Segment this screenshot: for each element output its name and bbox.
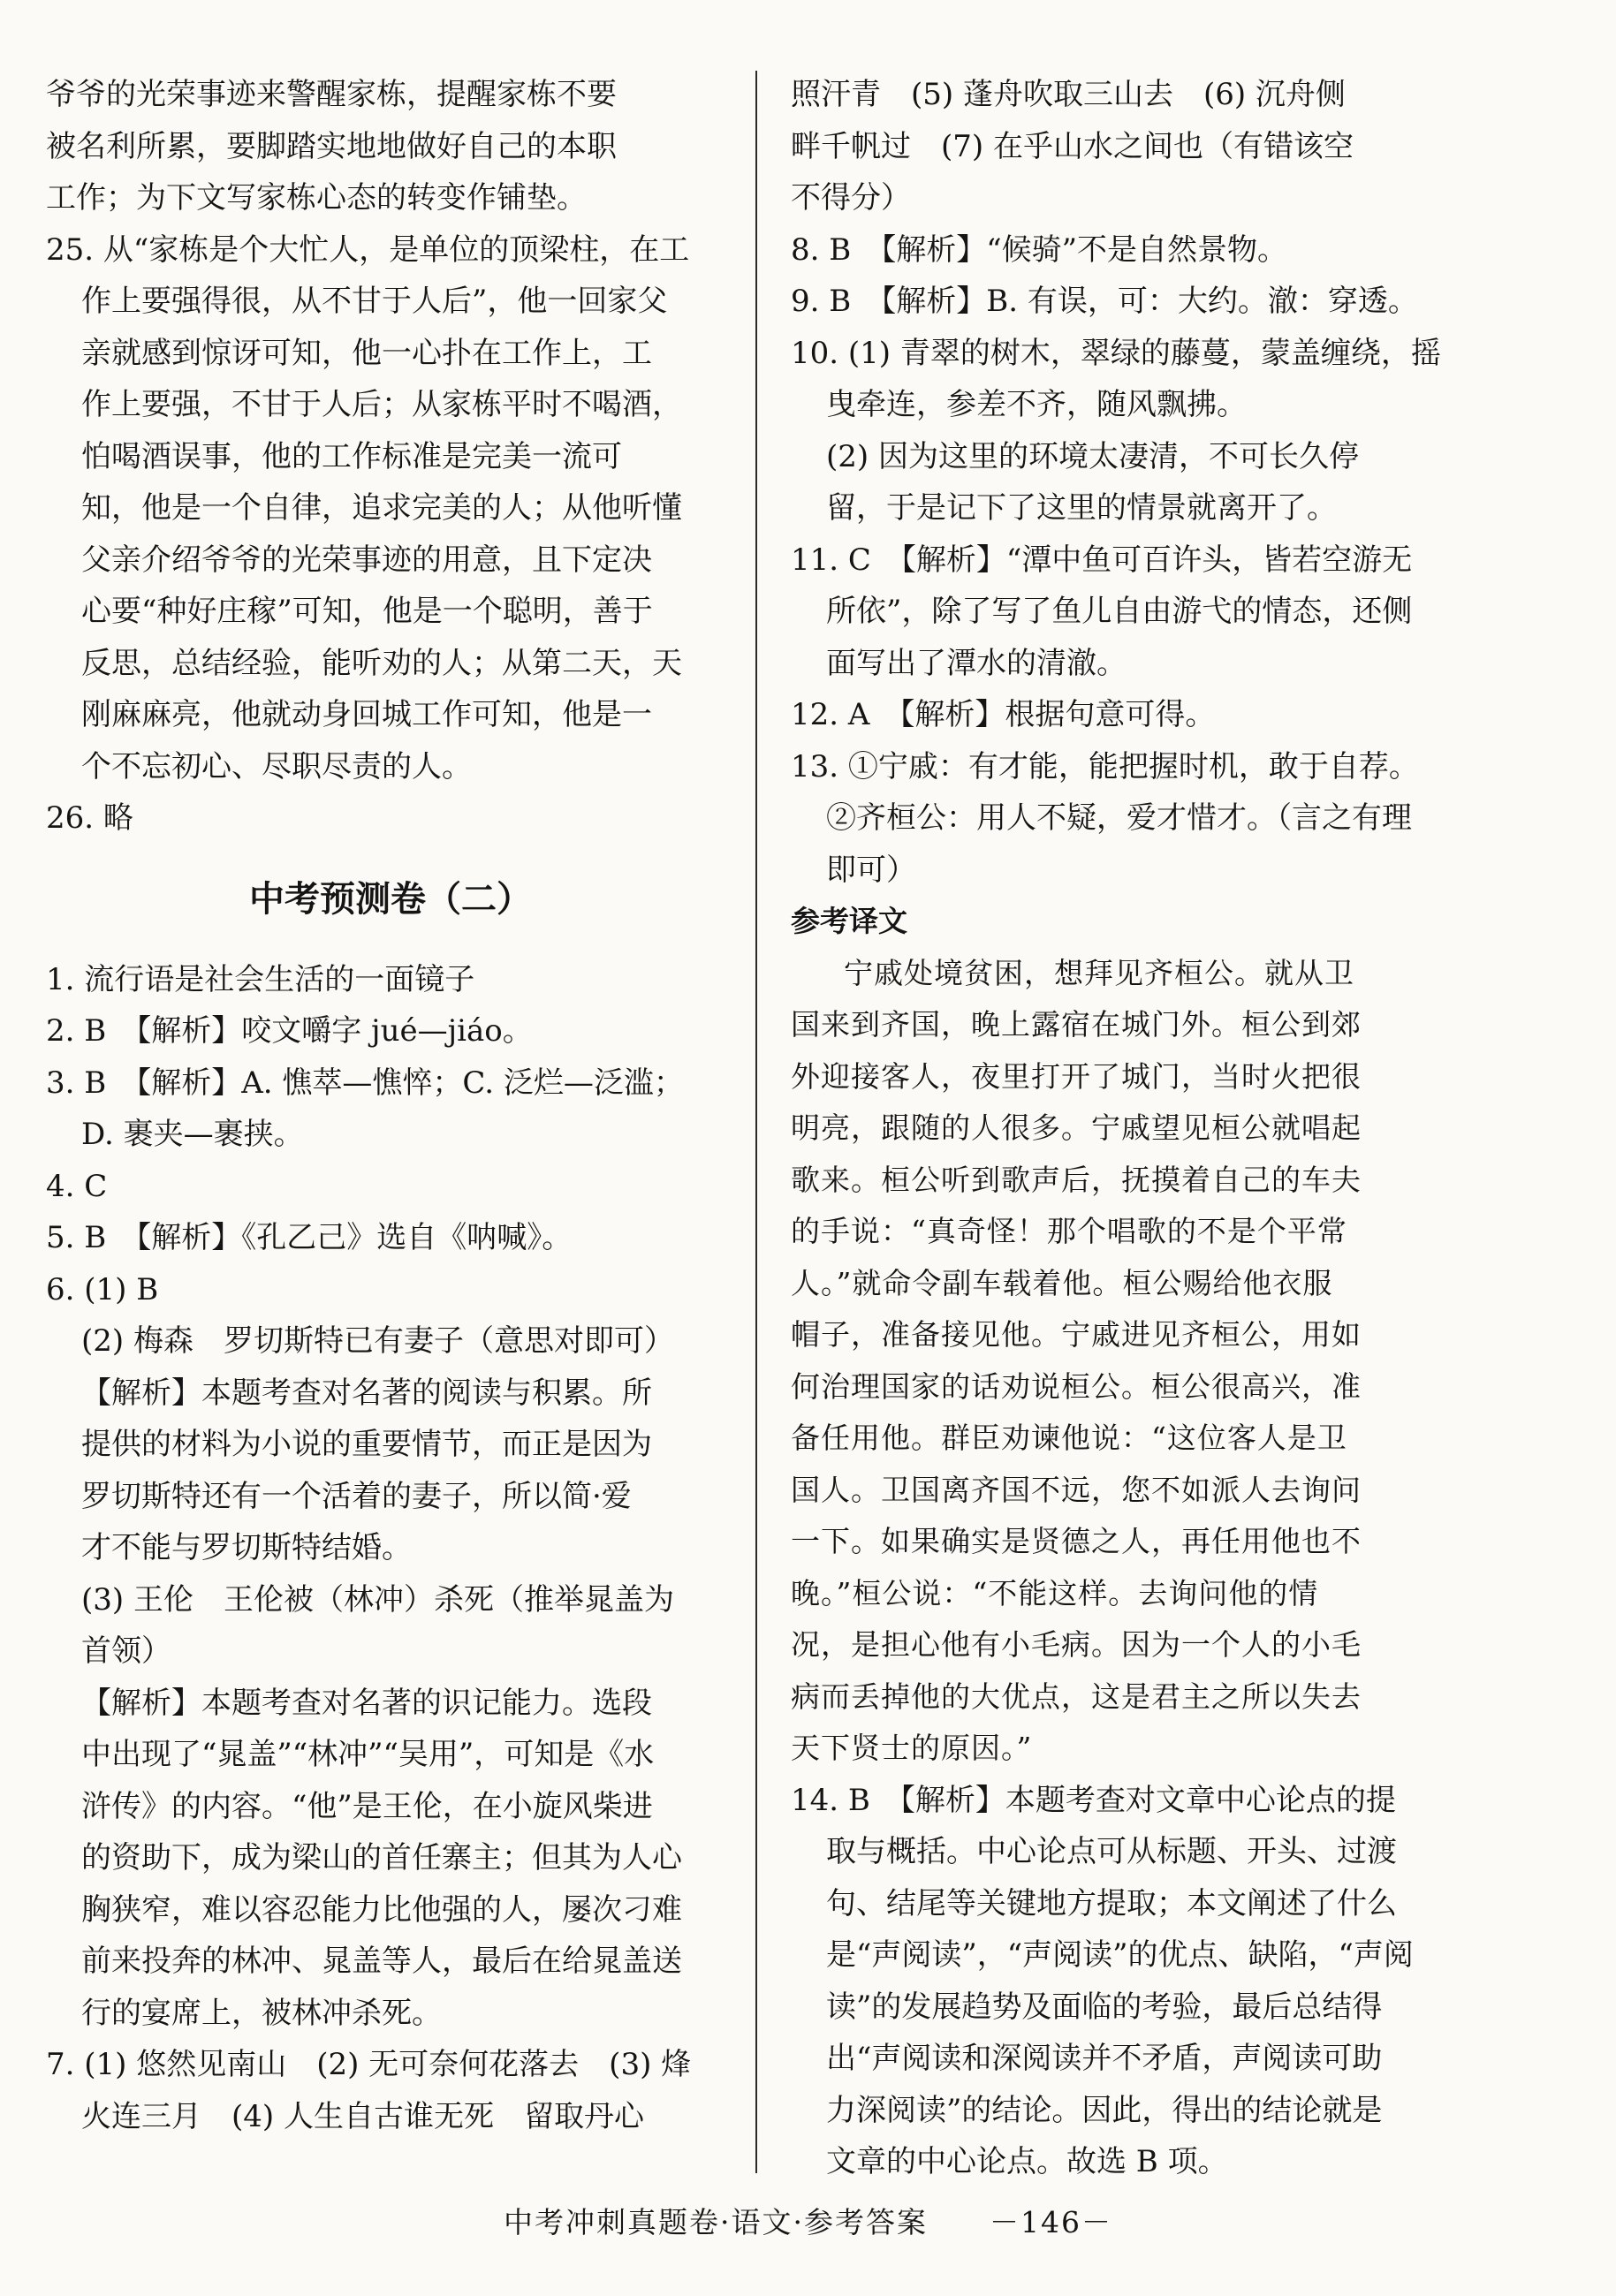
left-column — [46, 69, 735, 2142]
text-line: 26. 略 — [46, 800, 133, 836]
right-answers-top — [791, 69, 1480, 896]
right-answers-bottom — [791, 1775, 1480, 2188]
text-line: 12. A 【解析】根据句意可得。 — [791, 697, 1216, 732]
text-line: 11. C 【解析】“潭中鱼可百许头，皆若空游无 — [791, 542, 1413, 578]
text-line: 不得分） — [791, 180, 911, 216]
text-line: 国来到齐国，晚上露宿在城门外。桓公到郊 — [791, 1007, 1362, 1042]
text-line: 即可） — [826, 852, 916, 888]
text-line: 一下。如果确实是贤德之人，再任用他也不 — [791, 1524, 1362, 1558]
text-line: 25. 从“家栋是个大忙人，是单位的顶梁柱，在工 — [46, 231, 690, 268]
text-line: 歌来。桓公听到歌声后，抚摸着自己的车夫 — [791, 1162, 1362, 1197]
text-line: 被名利所累，要脚踏实地地做好自己的本职 — [46, 128, 617, 164]
text-line: 句、结尾等关键地方提取；本文阐述了什么 — [826, 1885, 1397, 1921]
text-line: 所依”，除了写了鱼儿自由游弋的情态，还侧 — [826, 594, 1413, 629]
left-answers-top — [46, 69, 735, 845]
text-line: 8. B 【解析】“候骑”不是自然景物。 — [791, 231, 1287, 268]
text-line: 父亲介绍爷爷的光荣事迹的用意，且下定决 — [81, 542, 652, 578]
text-line: 畔千帆过 (7) 在乎山水之间也（有错该空 — [791, 128, 1354, 164]
text-line: 作上要强，不甘于人后；从家栋平时不喝酒， — [81, 387, 682, 422]
text-line: 13. ①宁戚：有才能，能把握时机，敢于自荐。 — [791, 748, 1419, 784]
text-line: 留，于是记下了这里的情景就离开了。 — [826, 490, 1337, 526]
text-line: 况，是担心他有小毛病。因为一个人的小毛 — [791, 1627, 1362, 1662]
text-line: 10. (1) 青翠的树木，翠绿的藤蔓，蒙盖缠绕，摇 — [791, 335, 1441, 371]
text-line: 心要“种好庄稼”可知，他是一个聪明，善于 — [81, 594, 653, 629]
text-line: 帽子，准备接见他。宁戚进见齐桓公，用如 — [791, 1317, 1362, 1352]
text-line: 9. B 【解析】B. 有误，可：大约。澈：穿透。 — [791, 284, 1418, 319]
text-line: 国人。卫国离齐国不远，您不如派人去询问 — [791, 1472, 1362, 1507]
text-line: 备任用他。群臣劝谏他说：“这位客人是卫 — [791, 1421, 1347, 1455]
text-line: 反思，总结经验，能听劝的人；从第二天，天 — [81, 645, 682, 681]
text-line: 罗切斯特还有一个活着的妻子，所以简·爱 — [81, 1478, 632, 1514]
page-footer: 中考冲刺真题卷·语文·参考答案 －146－ — [504, 2205, 1112, 2239]
translation-heading: 参考译文 — [791, 904, 907, 938]
section-title: 中考预测卷（二） — [249, 878, 532, 920]
text-line: 知，他是一个自律，追求完美的人；从他听懂 — [81, 490, 682, 526]
text-line: 6. (1) B — [46, 1271, 159, 1307]
text-line: 刚麻麻亮，他就动身回城工作可知，他是一 — [81, 697, 652, 732]
text-line: 2. B 【解析】咬文嚼字 jué—jiáo。 — [46, 1013, 533, 1049]
text-line: 天下贤士的原因。” — [791, 1731, 1033, 1765]
text-line: 力深阅读”的结论。因此，得出的结论就是 — [826, 2092, 1383, 2128]
text-line: D. 裹夹—裹挟。 — [81, 1117, 304, 1152]
text-line: 取与概括。中心论点可从标题、开头、过渡 — [826, 1834, 1397, 1869]
text-line: 明亮，跟随的人很多。宁戚望见桓公就唱起 — [791, 1110, 1362, 1145]
text-line: 5. B 【解析】《孔乙己》选自《呐喊》。 — [46, 1220, 573, 1255]
text-line: 胸狭窄，难以容忍能力比他强的人，屡次刁难 — [81, 1891, 682, 1928]
text-line: 是“声阅读”，“声阅读”的优点、缺陷，“声阅 — [826, 1937, 1414, 1973]
text-line: 怕喝酒误事，他的工作标准是完美一流可 — [81, 438, 622, 474]
right-column — [791, 69, 1480, 2188]
text-line: 亲就感到惊讶可知，他一心扑在工作上，工 — [81, 335, 652, 371]
column-divider — [755, 71, 757, 2173]
translation-text — [791, 948, 1480, 1775]
text-line: 3. B 【解析】A. 憔萃—憔悴；C. 泛烂—泛滥； — [46, 1065, 684, 1101]
text-line: (2) 因为这里的环境太凄清，不可长久停 — [826, 438, 1359, 474]
text-line: 中出现了“晁盖”“林冲”“吴用”，可知是《水 — [81, 1737, 655, 1772]
text-line: 晚。”桓公说：“不能这样。去询问他的情 — [791, 1575, 1319, 1610]
text-line: 曳牵连，参差不齐，随风飘拂。 — [826, 387, 1247, 422]
text-line: 爷爷的光荣事迹来警醒家栋，提醒家栋不要 — [46, 77, 617, 112]
text-line: (3) 王伦 王伦被（林冲）杀死（推举晁盖为 — [81, 1581, 674, 1618]
text-line: 面写出了潭水的清澈。 — [826, 645, 1127, 681]
text-line: 前来投奔的林冲、晁盖等人，最后在给晁盖送 — [81, 1944, 682, 1979]
text-line: 宁戚处境贫困，想拜见齐桓公。就从卫 — [844, 955, 1354, 990]
text-line: 个不忘初心、尽职尽责的人。 — [81, 748, 472, 784]
text-line: 照汗青 (5) 蓬舟吹取三山去 (6) 沉舟侧 — [791, 77, 1346, 112]
left-answers-bottom — [46, 954, 735, 2143]
text-line: 7. (1) 悠然见南山 (2) 无可奈何花落去 (3) 烽 — [46, 2047, 692, 2082]
text-line: 的资助下，成为梁山的首任寨主；但其为人心 — [81, 1840, 682, 1875]
text-line: 读”的发展趋势及面临的考验，最后总结得 — [826, 1989, 1383, 2025]
text-line: 作上要强得很，从不甘于人后”，他一回家父 — [81, 284, 668, 319]
text-line: 1. 流行语是社会生活的一面镜子 — [46, 961, 475, 997]
text-line: 14. B 【解析】本题考查对文章中心论点的提 — [791, 1782, 1396, 1818]
text-line: 文章的中心论点。故选 B 项。 — [826, 2144, 1228, 2179]
text-line: 人。”就命令副车载着他。桓公赐给他衣服 — [791, 1265, 1333, 1300]
text-line: 火连三月 (4) 人生自古谁无死 留取丹心 — [81, 2098, 644, 2134]
text-line: 外迎接客人，夜里打开了城门，当时火把很 — [791, 1058, 1362, 1094]
text-line: 行的宴席上，被林冲杀死。 — [81, 1995, 442, 2031]
text-line: 何治理国家的话劝说桓公。桓公很高兴，准 — [791, 1368, 1362, 1404]
text-line: 工作；为下文写家栋心态的转变作铺垫。 — [46, 180, 587, 216]
text-line: 首领） — [81, 1633, 171, 1669]
text-line: 【解析】本题考查对名著的识记能力。选段 — [81, 1685, 652, 1721]
text-line: 【解析】本题考查对名著的阅读与积累。所 — [81, 1375, 652, 1411]
text-line: 才不能与罗切斯特结婚。 — [81, 1530, 412, 1565]
text-line: 出“声阅读和深阅读并不矛盾，声阅读可助 — [826, 2041, 1383, 2076]
text-line: 4. C — [46, 1168, 108, 1204]
text-line: ②齐桓公：用人不疑，爱才惜才。（言之有理 — [826, 800, 1412, 836]
text-line: 的手说：“真奇怪！那个唱歌的不是个平常 — [791, 1214, 1347, 1248]
text-line: 浒传》的内容。“他”是王伦，在小旋风柴进 — [81, 1788, 653, 1824]
text-line: 病而丢掉他的大优点，这是君主之所以失去 — [791, 1678, 1362, 1714]
text-line: (2) 梅森 罗切斯特已有妻子（意思对即可） — [81, 1323, 674, 1359]
text-line: 提供的材料为小说的重要情节，而正是因为 — [81, 1427, 652, 1462]
